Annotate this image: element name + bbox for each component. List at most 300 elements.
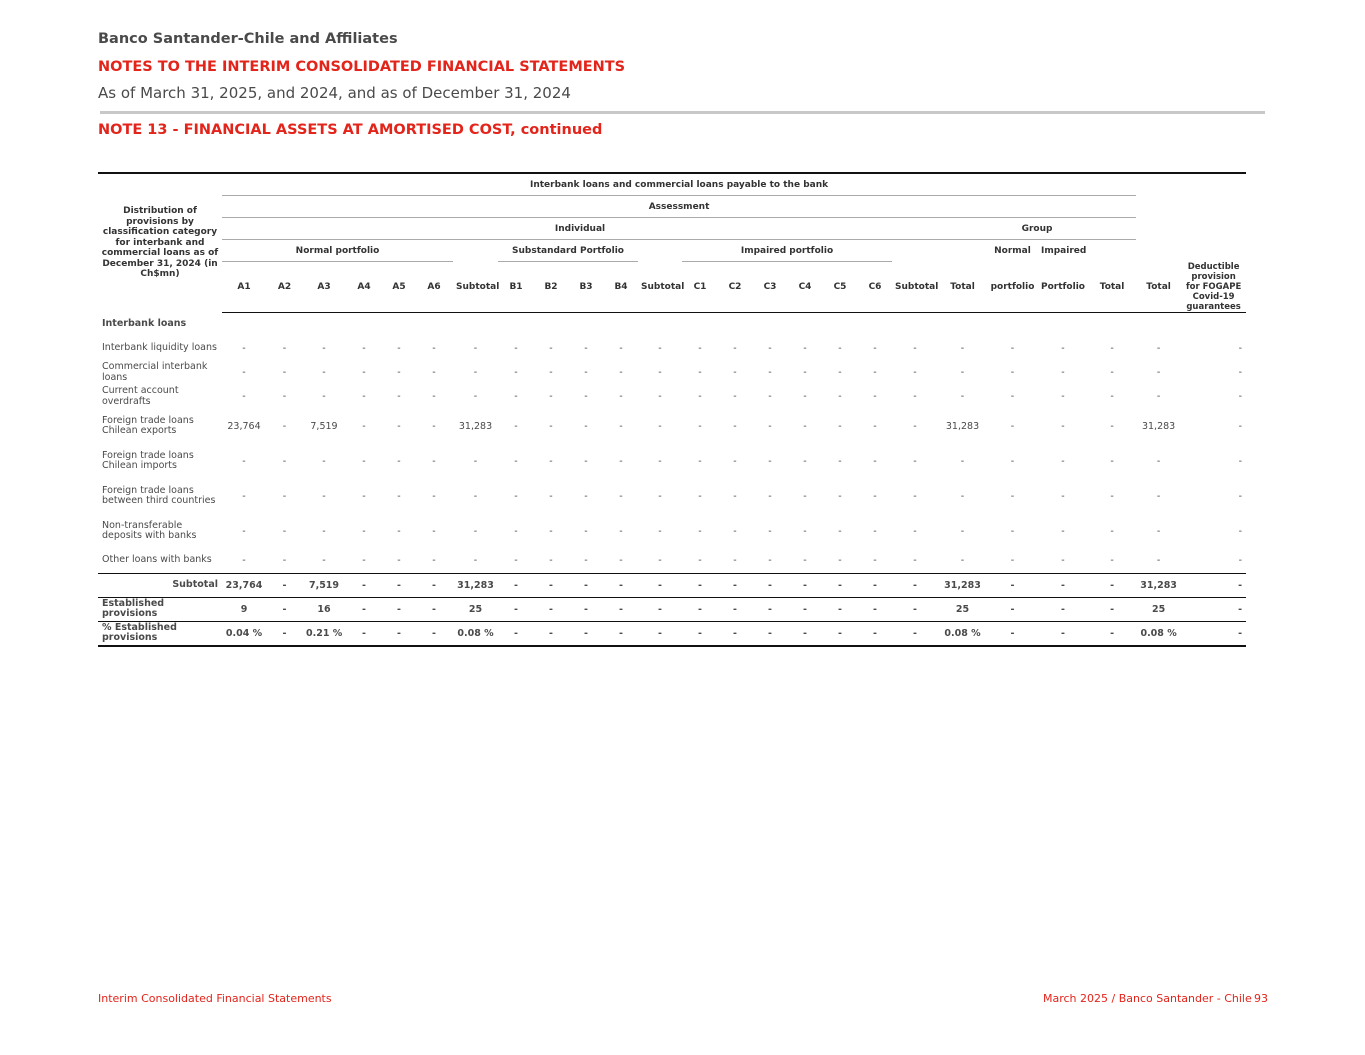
column-header: C6	[858, 262, 892, 313]
column-header: A4	[345, 262, 383, 313]
group-header: Group	[938, 218, 1136, 240]
column-header: A1	[222, 262, 266, 313]
table-cell: -	[473, 555, 478, 566]
row-label: Established provisions	[98, 597, 222, 621]
notes-title: NOTES TO THE INTERIM CONSOLIDATED FINANCIAL STATEMENTS	[98, 59, 626, 75]
table-cell: -	[432, 555, 436, 566]
table-cell: -	[584, 420, 588, 432]
table-cell: -	[803, 343, 807, 354]
table-cell: -	[1156, 455, 1161, 467]
table-cell: -	[768, 367, 772, 378]
table-cell: -	[1156, 367, 1161, 378]
table-cell: 0.08 %	[1136, 621, 1181, 646]
table-cell: -	[913, 391, 917, 402]
deductible-header: Deductible provision for FOGAPE Covid-19 guarantees	[1181, 262, 1246, 313]
table-row	[98, 361, 1246, 385]
table-cell: -	[473, 367, 478, 378]
table-cell: -	[242, 455, 246, 467]
table-cell: 25	[453, 597, 498, 621]
table-cell: 25	[938, 597, 987, 621]
column-header: C5	[822, 262, 858, 313]
table-cell: -	[892, 597, 938, 621]
table-cell: -	[549, 420, 553, 432]
corner-header: Distribution of provisions by classification category for interbank and commercial loans as of December 31, 2024 (in Ch$mn)	[98, 173, 222, 312]
table-cell: -	[752, 573, 788, 597]
table-cell: -	[514, 455, 518, 467]
table-cell: -	[698, 490, 702, 502]
table-cell: -	[619, 420, 623, 432]
table-cell: -	[266, 621, 303, 646]
table-cell: -	[397, 343, 401, 354]
table-cell: -	[733, 367, 737, 378]
table-cell: -	[768, 455, 772, 467]
table-cell: -	[1010, 343, 1015, 354]
table-cell: -	[432, 343, 436, 354]
table-cell: -	[322, 525, 326, 537]
column-header: A5	[383, 262, 415, 313]
table-cell: -	[1110, 455, 1114, 467]
table-cell: -	[432, 455, 436, 467]
table-cell: -	[604, 597, 638, 621]
table-cell: -	[858, 597, 892, 621]
table-cell: -	[838, 367, 842, 378]
row-label: Interbank liquidity loans	[102, 342, 217, 354]
footer-left: Interim Consolidated Financial Statements	[98, 992, 332, 1005]
table-cell: -	[858, 621, 892, 646]
table-cell: 16	[303, 597, 345, 621]
column-header: B2	[534, 262, 568, 313]
table-cell: -	[619, 525, 623, 537]
table-cell: -	[549, 525, 553, 537]
table-cell: -	[1038, 597, 1088, 621]
table-cell: -	[568, 597, 604, 621]
table-cell: -	[604, 621, 638, 646]
table-cell: -	[698, 525, 702, 537]
table-cell: -	[803, 555, 807, 566]
table-cell: -	[568, 573, 604, 597]
table-cell: -	[383, 573, 415, 597]
total-row	[98, 597, 1246, 621]
impaired-portfolio-header: Impaired portfolio	[682, 240, 892, 262]
table-cell: -	[514, 391, 518, 402]
grand-total-header: Total	[1136, 262, 1181, 313]
table-cell: -	[838, 525, 842, 537]
table-cell: -	[1010, 490, 1015, 502]
table-cell: -	[282, 555, 287, 566]
row-label: Subtotal	[98, 573, 222, 597]
table-cell: -	[913, 525, 917, 537]
table-cell: -	[768, 490, 772, 502]
table-cell: -	[473, 455, 478, 467]
table-cell: -	[1110, 391, 1114, 402]
table-cell: -	[362, 343, 366, 354]
period-subtitle: As of March 31, 2025, and 2024, and as of December 31, 2024	[98, 84, 571, 102]
table-cell: -	[1238, 490, 1243, 502]
table-cell: -	[892, 621, 938, 646]
table-cell: -	[584, 455, 588, 467]
table-row	[98, 385, 1246, 409]
table-cell: -	[1238, 555, 1243, 566]
table-cell: -	[1088, 621, 1136, 646]
table-cell: -	[1010, 367, 1015, 378]
table-cell: -	[619, 555, 623, 566]
table-row	[98, 549, 1246, 574]
table-cell: -	[658, 525, 662, 537]
table-cell: -	[682, 573, 718, 597]
normal-portfolio-header: Normal portfolio	[222, 240, 453, 262]
table-row	[98, 409, 1246, 444]
table-cell: -	[638, 597, 682, 621]
table-cell: -	[698, 367, 702, 378]
table-cell: -	[838, 555, 842, 566]
table-cell: -	[698, 555, 702, 566]
header-divider	[100, 111, 1265, 114]
table-cell: -	[1156, 555, 1161, 566]
table-cell: -	[733, 343, 737, 354]
page-number: 93	[1254, 992, 1268, 1005]
table-cell: -	[752, 597, 788, 621]
group-impaired-subheader: Portfolio	[1038, 262, 1088, 313]
table-cell: -	[1181, 597, 1246, 621]
table-cell: -	[873, 555, 877, 566]
table-cell: -	[362, 420, 366, 432]
table-cell: -	[1110, 367, 1114, 378]
table-cell: -	[873, 367, 877, 378]
table-cell: 0.08 %	[453, 621, 498, 646]
table-cell: -	[362, 455, 366, 467]
column-header: Subtotal	[453, 262, 498, 313]
table-cell: -	[1110, 490, 1114, 502]
table-cell: -	[282, 455, 287, 467]
table-cell: -	[397, 420, 401, 432]
table-cell: -	[1238, 343, 1243, 354]
table-cell: -	[514, 367, 518, 378]
table-cell: -	[584, 367, 588, 378]
table-cell: -	[549, 367, 553, 378]
table-cell: -	[397, 367, 401, 378]
table-cell: -	[345, 597, 383, 621]
table-cell: -	[266, 597, 303, 621]
table-cell: -	[682, 597, 718, 621]
table-cell: -	[768, 343, 772, 354]
table-cell: -	[282, 420, 287, 432]
table-cell: -	[1181, 573, 1246, 597]
table-cell: -	[432, 420, 436, 432]
table-cell: 25	[1136, 597, 1181, 621]
table-cell: -	[549, 490, 553, 502]
table-cell: -	[619, 455, 623, 467]
row-label: Non-transferable deposits with banks	[102, 519, 197, 541]
table-row	[98, 514, 1246, 549]
table-cell: -	[960, 343, 965, 354]
table-cell: -	[913, 420, 917, 432]
table-cell: -	[822, 621, 858, 646]
table-cell: -	[658, 367, 662, 378]
total-row	[98, 573, 1246, 597]
table-cell: -	[584, 525, 588, 537]
table-cell: -	[698, 391, 702, 402]
table-cell: -	[604, 573, 638, 597]
table-cell: -	[584, 555, 588, 566]
table-cell: -	[242, 391, 246, 402]
table-cell: -	[873, 455, 877, 467]
table-cell: -	[987, 621, 1038, 646]
provisions-table	[98, 172, 1246, 647]
table-cell: -	[658, 343, 662, 354]
table-cell: 23,764	[227, 420, 261, 432]
table-cell: -	[242, 555, 246, 566]
table-cell: -	[873, 343, 877, 354]
table-cell: -	[803, 391, 807, 402]
table-cell: -	[1156, 525, 1161, 537]
table-cell: -	[242, 525, 246, 537]
table-cell: -	[1088, 597, 1136, 621]
table-cell: -	[1238, 367, 1243, 378]
row-label: Current account overdrafts	[102, 385, 179, 407]
table-row	[98, 337, 1246, 361]
table-cell: -	[803, 367, 807, 378]
table-cell: -	[473, 525, 478, 537]
column-header: C1	[682, 262, 718, 313]
table-cell: -	[1156, 391, 1161, 402]
table-cell: -	[584, 343, 588, 354]
group-top-header: Interbank loans and commercial loans payable to the bank	[222, 173, 1136, 196]
table-cell: -	[514, 490, 518, 502]
substandard-portfolio-header: Substandard Portfolio	[498, 240, 638, 262]
table-cell: -	[913, 367, 917, 378]
table-cell: -	[322, 343, 326, 354]
table-cell: -	[698, 420, 702, 432]
table-cell: -	[960, 525, 965, 537]
table-cell: -	[838, 455, 842, 467]
section-label: Interbank loans	[102, 318, 187, 329]
table-cell: -	[733, 555, 737, 566]
table-cell: -	[733, 391, 737, 402]
table-cell: -	[397, 525, 401, 537]
group-normal-header: Normal	[994, 245, 1031, 256]
column-header: A2	[266, 262, 303, 313]
table-cell: -	[1088, 573, 1136, 597]
table-cell: -	[282, 525, 287, 537]
column-header: Subtotal	[892, 262, 938, 313]
table-cell: -	[1010, 525, 1015, 537]
individual-header: Individual	[222, 218, 938, 240]
table-cell: -	[415, 621, 453, 646]
table-cell: -	[1110, 525, 1114, 537]
table-cell: -	[415, 573, 453, 597]
table-cell: -	[619, 391, 623, 402]
table-cell: -	[1038, 573, 1088, 597]
table-cell: -	[514, 343, 518, 354]
table-cell: -	[873, 391, 877, 402]
table-cell: -	[803, 490, 807, 502]
table-cell: -	[362, 490, 366, 502]
table-cell: -	[1010, 455, 1015, 467]
table-cell: -	[873, 490, 877, 502]
table-cell: -	[549, 455, 553, 467]
table-cell: -	[658, 555, 662, 566]
table-cell: -	[913, 490, 917, 502]
table-cell: -	[658, 490, 662, 502]
table-cell: -	[960, 490, 965, 502]
table-cell: -	[768, 420, 772, 432]
table-cell: -	[473, 343, 478, 354]
table-cell: -	[913, 455, 917, 467]
table-cell: -	[473, 490, 478, 502]
table-cell: -	[803, 455, 807, 467]
table-cell: -	[913, 555, 917, 566]
table-cell: -	[838, 490, 842, 502]
row-label: % Established provisions	[98, 621, 222, 646]
table-cell: -	[838, 391, 842, 402]
footer-right: March 2025 / Banco Santander - Chile	[1043, 992, 1252, 1005]
column-header: C4	[788, 262, 822, 313]
column-header: B3	[568, 262, 604, 313]
table-cell: -	[534, 621, 568, 646]
table-cell: -	[873, 420, 877, 432]
table-cell: -	[498, 621, 534, 646]
table-cell: -	[1010, 555, 1015, 566]
table-cell: -	[282, 391, 287, 402]
table-cell: -	[473, 391, 478, 402]
table-cell: -	[514, 525, 518, 537]
table-cell: -	[362, 525, 366, 537]
table-cell: -	[1238, 420, 1243, 432]
table-cell: -	[1110, 343, 1114, 354]
table-cell: 31,283	[1141, 420, 1176, 432]
table-cell: -	[1110, 555, 1114, 566]
table-cell: -	[1038, 621, 1088, 646]
table-cell: -	[345, 573, 383, 597]
table-cell: -	[698, 455, 702, 467]
table-cell: -	[383, 621, 415, 646]
table-cell: -	[322, 367, 326, 378]
table-cell: 7,519	[303, 573, 345, 597]
table-cell: -	[266, 573, 303, 597]
table-cell: -	[682, 621, 718, 646]
table-cell: -	[415, 597, 453, 621]
table-cell: -	[892, 573, 938, 597]
table-cell: -	[987, 597, 1038, 621]
table-cell: 31,283	[453, 573, 498, 597]
table-cell: -	[658, 455, 662, 467]
table-cell: -	[913, 343, 917, 354]
table-cell: -	[960, 391, 965, 402]
table-cell: -	[619, 367, 623, 378]
table-cell: -	[960, 555, 965, 566]
table-cell: -	[568, 621, 604, 646]
table-cell: -	[514, 555, 518, 566]
table-cell: -	[658, 391, 662, 402]
table-cell: -	[397, 555, 401, 566]
table-cell: -	[698, 343, 702, 354]
assessment-header: Assessment	[222, 196, 1136, 218]
table-cell: -	[534, 597, 568, 621]
table-cell: 31,283	[458, 420, 493, 432]
table-cell: -	[1061, 455, 1065, 467]
table-cell: 0.21 %	[303, 621, 345, 646]
table-cell: -	[619, 343, 623, 354]
row-label: Foreign trade loans Chilean exports	[102, 414, 194, 436]
table-cell: -	[619, 490, 623, 502]
table-row	[98, 479, 1246, 514]
total-row	[98, 621, 1246, 646]
table-cell: -	[987, 573, 1038, 597]
table-cell: -	[822, 597, 858, 621]
group-impaired-header: Impaired	[1041, 245, 1087, 256]
table-cell: -	[534, 573, 568, 597]
table-cell: -	[362, 555, 366, 566]
table-cell: -	[549, 343, 553, 354]
table-cell: -	[838, 343, 842, 354]
table-cell: -	[282, 367, 287, 378]
column-header: B4	[604, 262, 638, 313]
table-cell: -	[788, 597, 822, 621]
table-cell: -	[638, 621, 682, 646]
table-cell: -	[432, 525, 436, 537]
group-normal-subheader: portfolio	[987, 262, 1038, 313]
table-cell: -	[1010, 420, 1015, 432]
table-cell: -	[362, 391, 366, 402]
table-cell: -	[803, 525, 807, 537]
table-cell: -	[1061, 490, 1065, 502]
column-header: B1	[498, 262, 534, 313]
table-cell: -	[960, 455, 965, 467]
table-cell: -	[838, 420, 842, 432]
table-cell: -	[549, 555, 553, 566]
table-cell: -	[1061, 555, 1065, 566]
column-header: Total	[1088, 262, 1136, 313]
table-cell: -	[718, 597, 752, 621]
table-cell: -	[584, 391, 588, 402]
table-cell: -	[514, 420, 518, 432]
table-cell: -	[397, 391, 401, 402]
table-cell: -	[768, 525, 772, 537]
table-cell: -	[345, 621, 383, 646]
table-cell: -	[584, 490, 588, 502]
table-cell: -	[733, 490, 737, 502]
table-cell: -	[733, 525, 737, 537]
table-cell: -	[1238, 391, 1243, 402]
table-cell: -	[1238, 455, 1243, 467]
table-cell: -	[242, 343, 246, 354]
table-cell: -	[397, 490, 401, 502]
table-cell: 31,283	[945, 420, 980, 432]
table-cell: -	[1061, 420, 1065, 432]
table-cell: -	[658, 420, 662, 432]
table-cell: -	[1061, 367, 1065, 378]
table-cell: 7,519	[310, 420, 338, 432]
table-cell: -	[322, 455, 326, 467]
table-cell: -	[1181, 621, 1246, 646]
table-cell: -	[322, 555, 326, 566]
note-title: NOTE 13 - FINANCIAL ASSETS AT AMORTISED COST, continued	[98, 122, 603, 138]
table-cell: -	[282, 343, 287, 354]
table-cell: -	[733, 420, 737, 432]
table-cell: -	[1156, 343, 1161, 354]
table-cell: -	[788, 573, 822, 597]
table-cell: -	[1156, 490, 1161, 502]
row-label: Foreign trade loans Chilean imports	[102, 449, 194, 471]
table-cell: -	[322, 490, 326, 502]
table-cell: -	[822, 573, 858, 597]
table-cell: -	[873, 525, 877, 537]
table-cell: -	[733, 455, 737, 467]
table-cell: -	[1110, 420, 1114, 432]
column-header: Total	[938, 262, 987, 313]
column-header: A6	[415, 262, 453, 313]
table-cell: -	[282, 490, 287, 502]
